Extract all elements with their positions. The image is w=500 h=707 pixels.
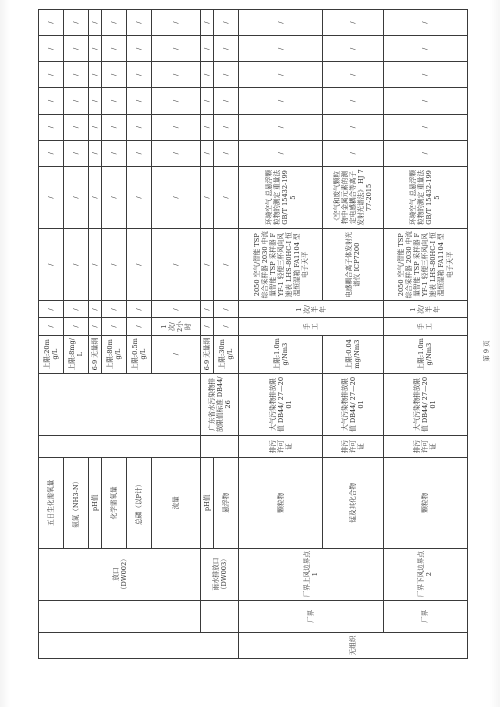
extra-e: / [201, 36, 214, 62]
equipment-value: / [102, 229, 127, 301]
extra-b: / [89, 114, 102, 140]
extra-d: / [239, 62, 323, 88]
method-standard-value: / [127, 166, 152, 228]
extra-b: / [239, 114, 323, 140]
extra-a: / [383, 140, 467, 166]
standard-cell [39, 373, 201, 435]
mode-value: / [201, 318, 214, 335]
outfall-2-site-cell [201, 600, 239, 632]
table-row [201, 10, 214, 659]
method-standard-value: / [89, 166, 102, 228]
table-row [239, 10, 323, 659]
extra-a: / [39, 140, 64, 166]
discharge-standard: 广东省水污染物排放限值标准 DB44/26 [201, 373, 239, 435]
extra-d: / [39, 62, 64, 88]
table-row [39, 10, 64, 659]
extra-d: / [214, 62, 239, 88]
freq-value: / [89, 301, 102, 318]
limit-value: 6-9 无量纲 [89, 335, 102, 373]
freq-value: / [214, 301, 239, 318]
freq-value: / [127, 301, 152, 318]
mode-value: / [127, 318, 152, 335]
extra-e: / [214, 36, 239, 62]
extra-f: / [127, 10, 152, 36]
basis-value: 排污许可证 [323, 436, 383, 458]
extra-f: / [214, 10, 239, 36]
freq-value: / [201, 301, 214, 318]
method-standard-value: 环境空气 总悬浮颗粒物的测定 重量法 GB/T 15432-1995 [383, 166, 467, 228]
discharge-standard: 大气污染物排放限值 DB44/ 27—2001 [323, 373, 383, 435]
extra-b: / [39, 114, 64, 140]
extra-a: / [102, 140, 127, 166]
extra-a: / [214, 140, 239, 166]
extra-e: / [102, 36, 127, 62]
pollutant-name: 锰及其化合物 [323, 458, 383, 548]
equipment-value: 2050 空气/智能 TSP 综合采样器 2030 中流量智能 TSP 采样器 FYF-1 轻便三杯风向风速表 LHS-80HC-I 恒温恒湿箱 FA1104 型 电子天平 [383, 229, 467, 301]
extra-f: / [64, 10, 89, 36]
limit-value: 6-9 无量纲 [201, 335, 214, 373]
extra-a: / [152, 140, 201, 166]
method-standard-value: / [39, 166, 64, 228]
extra-d: / [127, 62, 152, 88]
air-category: 无组织 [239, 632, 468, 658]
freq-value: 1次/半年 [383, 301, 467, 318]
outfall-2-code: （DW003） [219, 555, 228, 594]
outfall-2-station: 雨水排放口 [211, 557, 220, 591]
extra-c: / [214, 88, 239, 114]
basis-cell [201, 436, 239, 458]
extra-a: / [323, 140, 383, 166]
mode-value: / [214, 318, 239, 335]
extra-b: / [152, 114, 201, 140]
extra-c: / [239, 88, 323, 114]
basis-value: 排污许可证 [383, 436, 467, 458]
extra-f: / [323, 10, 383, 36]
extra-d: / [89, 62, 102, 88]
rotated-page [38, 9, 468, 659]
extra-b: / [383, 114, 467, 140]
equipment-value: / [89, 229, 102, 301]
extra-b: / [214, 114, 239, 140]
monitoring-point: 厂界上风边界点 1 [239, 548, 383, 600]
limit-value: 上限:20mg/L [39, 335, 64, 373]
extra-b: / [102, 114, 127, 140]
extra-e: / [39, 36, 64, 62]
outfall-1-cell [39, 548, 201, 600]
mode-value: 1次/2小时 [152, 318, 201, 335]
freq-value: 1次/半年 [239, 301, 383, 318]
extra-d: / [201, 62, 214, 88]
extra-e: / [152, 36, 201, 62]
air-site: 厂界 [239, 600, 383, 632]
pollutant-name: 流量 [152, 458, 201, 548]
mode-value: 手工 [239, 318, 383, 335]
mode-value: / [64, 318, 89, 335]
extra-c: / [102, 88, 127, 114]
limit-value: 上限:8mg/L [64, 335, 89, 373]
extra-f: / [89, 10, 102, 36]
method-standard-value: 《空气和废气颗粒物中金属元素的测定电感耦合等离子发射光谱法》 HJ 777-2015 [323, 166, 383, 228]
extra-c: / [64, 88, 89, 114]
table-row [383, 10, 467, 659]
limit-value: 上限:0.04mg/Nm3 [323, 335, 383, 373]
method-standard-value: / [102, 166, 127, 228]
extra-f: / [383, 10, 467, 36]
method-standard-value: / [152, 166, 201, 228]
extra-d: / [383, 62, 467, 88]
extra-c: / [89, 88, 102, 114]
limit-value: 上限:0.5mg/L [127, 335, 152, 373]
extra-c: / [127, 88, 152, 114]
equipment-value: / [214, 229, 239, 301]
pollutant-name: pH值 [89, 458, 102, 548]
discharge-standard: 大气污染物排放限值 DB44/ 27—2001 [239, 373, 323, 435]
extra-f: / [239, 10, 323, 36]
extra-c: / [323, 88, 383, 114]
pollutant-name: 颗粒物 [239, 458, 323, 548]
monitoring-point: 厂界下风边界点 2 [383, 548, 467, 600]
freq-value: / [39, 301, 64, 318]
extra-b: / [127, 114, 152, 140]
freq-value: / [102, 301, 127, 318]
freq-value: / [64, 301, 89, 318]
discharge-standard: 大气污染物排放限值 DB44/ 27—2001 [383, 373, 467, 435]
outfall-1-station: 放口 [111, 567, 120, 581]
extra-e: / [89, 36, 102, 62]
water-category-cell [39, 632, 239, 658]
limit-value: 上限:1.0mg/Nm3 [383, 335, 467, 373]
extra-a: / [64, 140, 89, 166]
equipment-value: / [201, 229, 214, 301]
extra-a: / [89, 140, 102, 166]
pollutant-name: 氨氮（NH3-N） [64, 458, 89, 548]
mode-value: / [102, 318, 127, 335]
extra-f: / [152, 10, 201, 36]
extra-f: / [39, 10, 64, 36]
method-standard-value: 环境空气 总悬浮颗粒物的测定 重量法 GB/T 15432-1995 [239, 166, 323, 228]
pollutant-name: 化学需氧量 [102, 458, 127, 548]
pollutant-name: 五日生化需氧量 [39, 458, 64, 548]
extra-c: / [201, 88, 214, 114]
outfall-1-code: （DW002） [119, 555, 128, 594]
extra-d: / [64, 62, 89, 88]
extra-a: / [201, 140, 214, 166]
method-standard-value: / [214, 166, 239, 228]
limit-value: 上限:80mg/L [102, 335, 127, 373]
mode-value: 手工 [383, 318, 467, 335]
equipment-value: / [39, 229, 64, 301]
basis-value: 排污许可证 [239, 436, 323, 458]
method-standard-value: / [64, 166, 89, 228]
extra-a: / [127, 140, 152, 166]
pollutant-name: 悬浮物 [214, 458, 239, 548]
extra-c: / [152, 88, 201, 114]
extra-e: / [323, 36, 383, 62]
equipment-value: 2050 空气/智能 TSP 综合采样器 2030 中流量智能 TSP 采样器 FYF-1 轻便三杯风向风速表 LHS-80HC-I 恒温恒湿箱 FA1104 型 电子天平 [239, 229, 323, 301]
extra-f: / [201, 10, 214, 36]
extra-a: / [239, 140, 323, 166]
page-number: 第 9 页 [482, 340, 491, 362]
pollutant-name: pH值 [201, 458, 214, 548]
mode-value: / [89, 318, 102, 335]
outfall-2-cell [201, 548, 239, 600]
extra-f: / [102, 10, 127, 36]
extra-c: / [383, 88, 467, 114]
limit-value: 上限:30mg/L [214, 335, 239, 373]
extra-d: / [152, 62, 201, 88]
air-site: 厂界 [383, 600, 467, 632]
pollutant-name: 总磷（以P计） [127, 458, 152, 548]
basis-cell [39, 436, 201, 458]
extra-b: / [323, 114, 383, 140]
extra-e: / [64, 36, 89, 62]
monitoring-table [38, 9, 468, 659]
equipment-value: / [127, 229, 152, 301]
extra-e: / [383, 36, 467, 62]
limit-value: / [152, 335, 201, 373]
method-standard-value: / [201, 166, 214, 228]
freq-value: / [152, 301, 201, 318]
extra-e: / [239, 36, 323, 62]
water-site-cell [39, 600, 201, 632]
equipment-value: / [64, 229, 89, 301]
limit-value: 上限:1.0mg/Nm3 [239, 335, 323, 373]
extra-b: / [64, 114, 89, 140]
extra-b: / [201, 114, 214, 140]
extra-d: / [323, 62, 383, 88]
extra-d: / [102, 62, 127, 88]
equipment-value: / [152, 229, 201, 301]
equipment-value: 电感耦合离子体发射光谱仪 ICP7200 [323, 229, 383, 301]
extra-c: / [39, 88, 64, 114]
extra-e: / [127, 36, 152, 62]
mode-value: / [39, 318, 64, 335]
pollutant-name: 颗粒物 [383, 458, 467, 548]
